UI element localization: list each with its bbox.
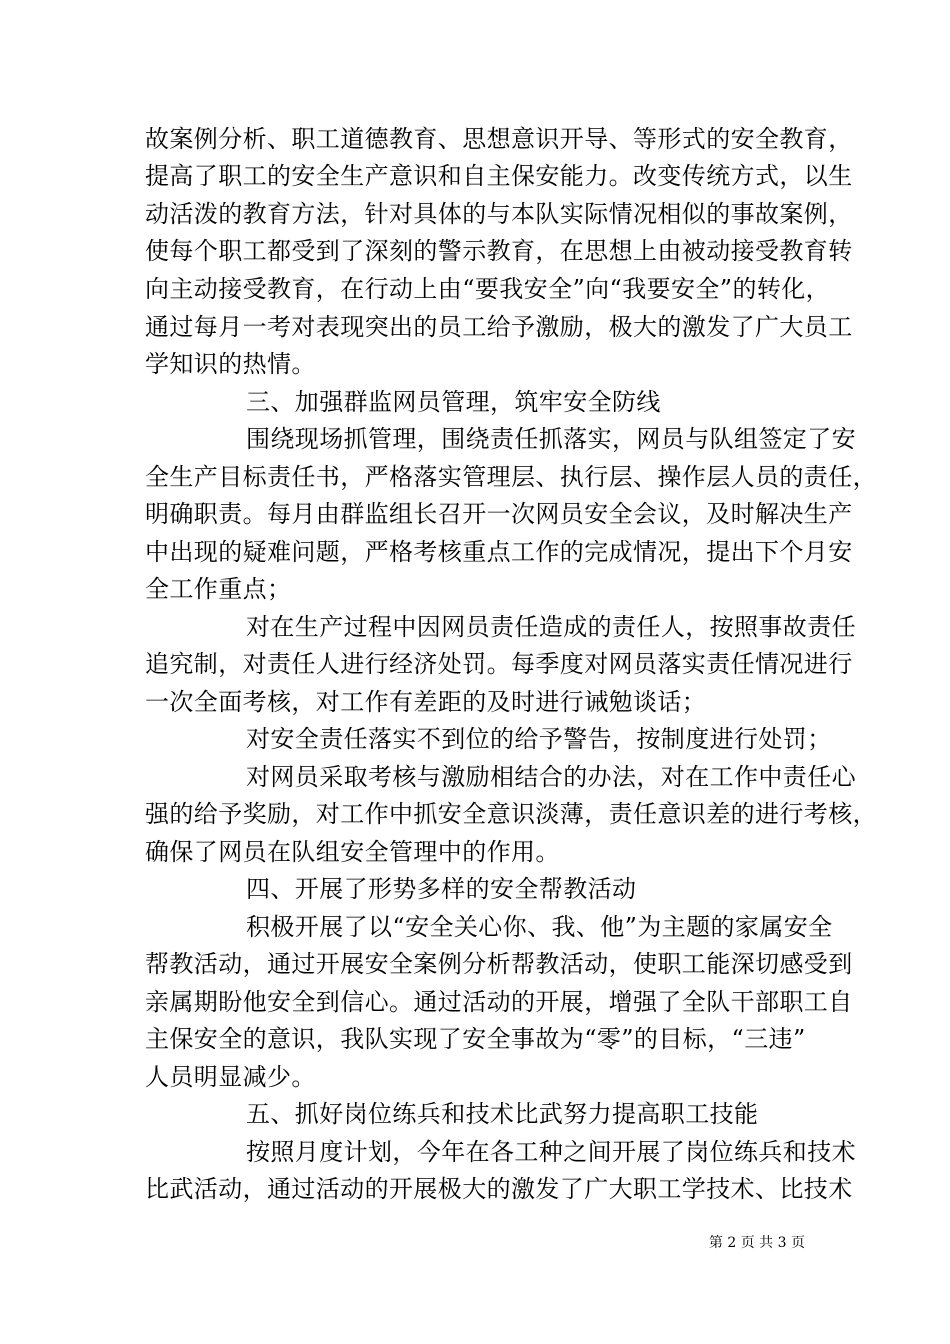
text-line: 人员明显减少。 <box>145 1063 316 1091</box>
text-line: 对安全责任落实不到位的给予警告，按制度进行处罚； <box>246 725 832 753</box>
text-line: 一次全面考核，对工作有差距的及时进行诫勉谈话； <box>145 688 707 716</box>
text-line: 主保安全的意识，我队实现了安全事故为“零”的目标，“三违” <box>145 1025 806 1053</box>
text-line: 亲属期盼他安全到信心。通过活动的开展，增强了全队干部职工自 <box>145 988 853 1016</box>
text-line: 强的给予奖励，对工作中抓安全意识淡薄，责任意识差的进行考核， <box>145 800 877 828</box>
text-line: 中出现的疑难问题，严格考核重点工作的完成情况，提出下个月安 <box>145 538 853 566</box>
text-line: 学知识的热情。 <box>145 350 316 378</box>
text-line: 通过每月一考对表现突出的员工给予激励，极大的激发了广大员工 <box>145 313 853 341</box>
text-line: 故案例分析、职工道德教育、思想意识开导、等形式的安全教育， <box>145 125 853 153</box>
text-line: 明确职责。每月由群监组长召开一次网员安全会议，及时解决生产 <box>145 500 853 528</box>
section-heading: 五、抓好岗位练兵和技术比武努力提高职工技能 <box>246 1100 759 1128</box>
text-line: 确保了网员在队组安全管理中的作用。 <box>145 838 560 866</box>
section-heading: 三、加强群监网员管理，筑牢安全防线 <box>246 388 661 416</box>
text-line: 帮教活动，通过开展安全案例分析帮教活动，使职工能深切感受到 <box>145 950 853 978</box>
text-line: 围绕现场抓管理，围绕责任抓落实，网员与队组签定了安 <box>246 425 856 453</box>
text-line: 追究制，对责任人进行经济处罚。每季度对网员落实责任情况进行 <box>145 650 853 678</box>
text-line: 使每个职工都受到了深刻的警示教育，在思想上由被动接受教育转 <box>145 237 853 265</box>
text-line: 对在生产过程中因网员责任造成的责任人，按照事故责任 <box>246 613 856 641</box>
text-line: 比武活动，通过活动的开展极大的激发了广大职工学技术、比技术 <box>145 1175 853 1203</box>
page-number: 第 2 页 共 3 页 <box>708 1235 805 1251</box>
text-line: 动活泼的教育方法，针对具体的与本队实际情况相似的事故案例， <box>145 200 853 228</box>
text-line: 提高了职工的安全生产意识和自主保安能力。改变传统方式，以生 <box>145 162 853 190</box>
text-line: 全生产目标责任书，严格落实管理层、执行层、操作层人员的责任， <box>145 463 877 491</box>
text-line: 积极开展了以“安全关心你、我、他”为主题的家属安全 <box>246 913 833 941</box>
text-line: 按照月度计划，今年在各工种之间开展了岗位练兵和技术 <box>246 1138 856 1166</box>
text-line: 全工作重点； <box>145 575 292 603</box>
section-heading: 四、开展了形势多样的安全帮教活动 <box>246 875 637 903</box>
text-line: 向主动接受教育，在行动上由“要我安全”向“我要安全”的转化， <box>145 275 831 303</box>
text-line: 对网员采取考核与激励相结合的办法，对在工作中责任心 <box>246 763 856 791</box>
